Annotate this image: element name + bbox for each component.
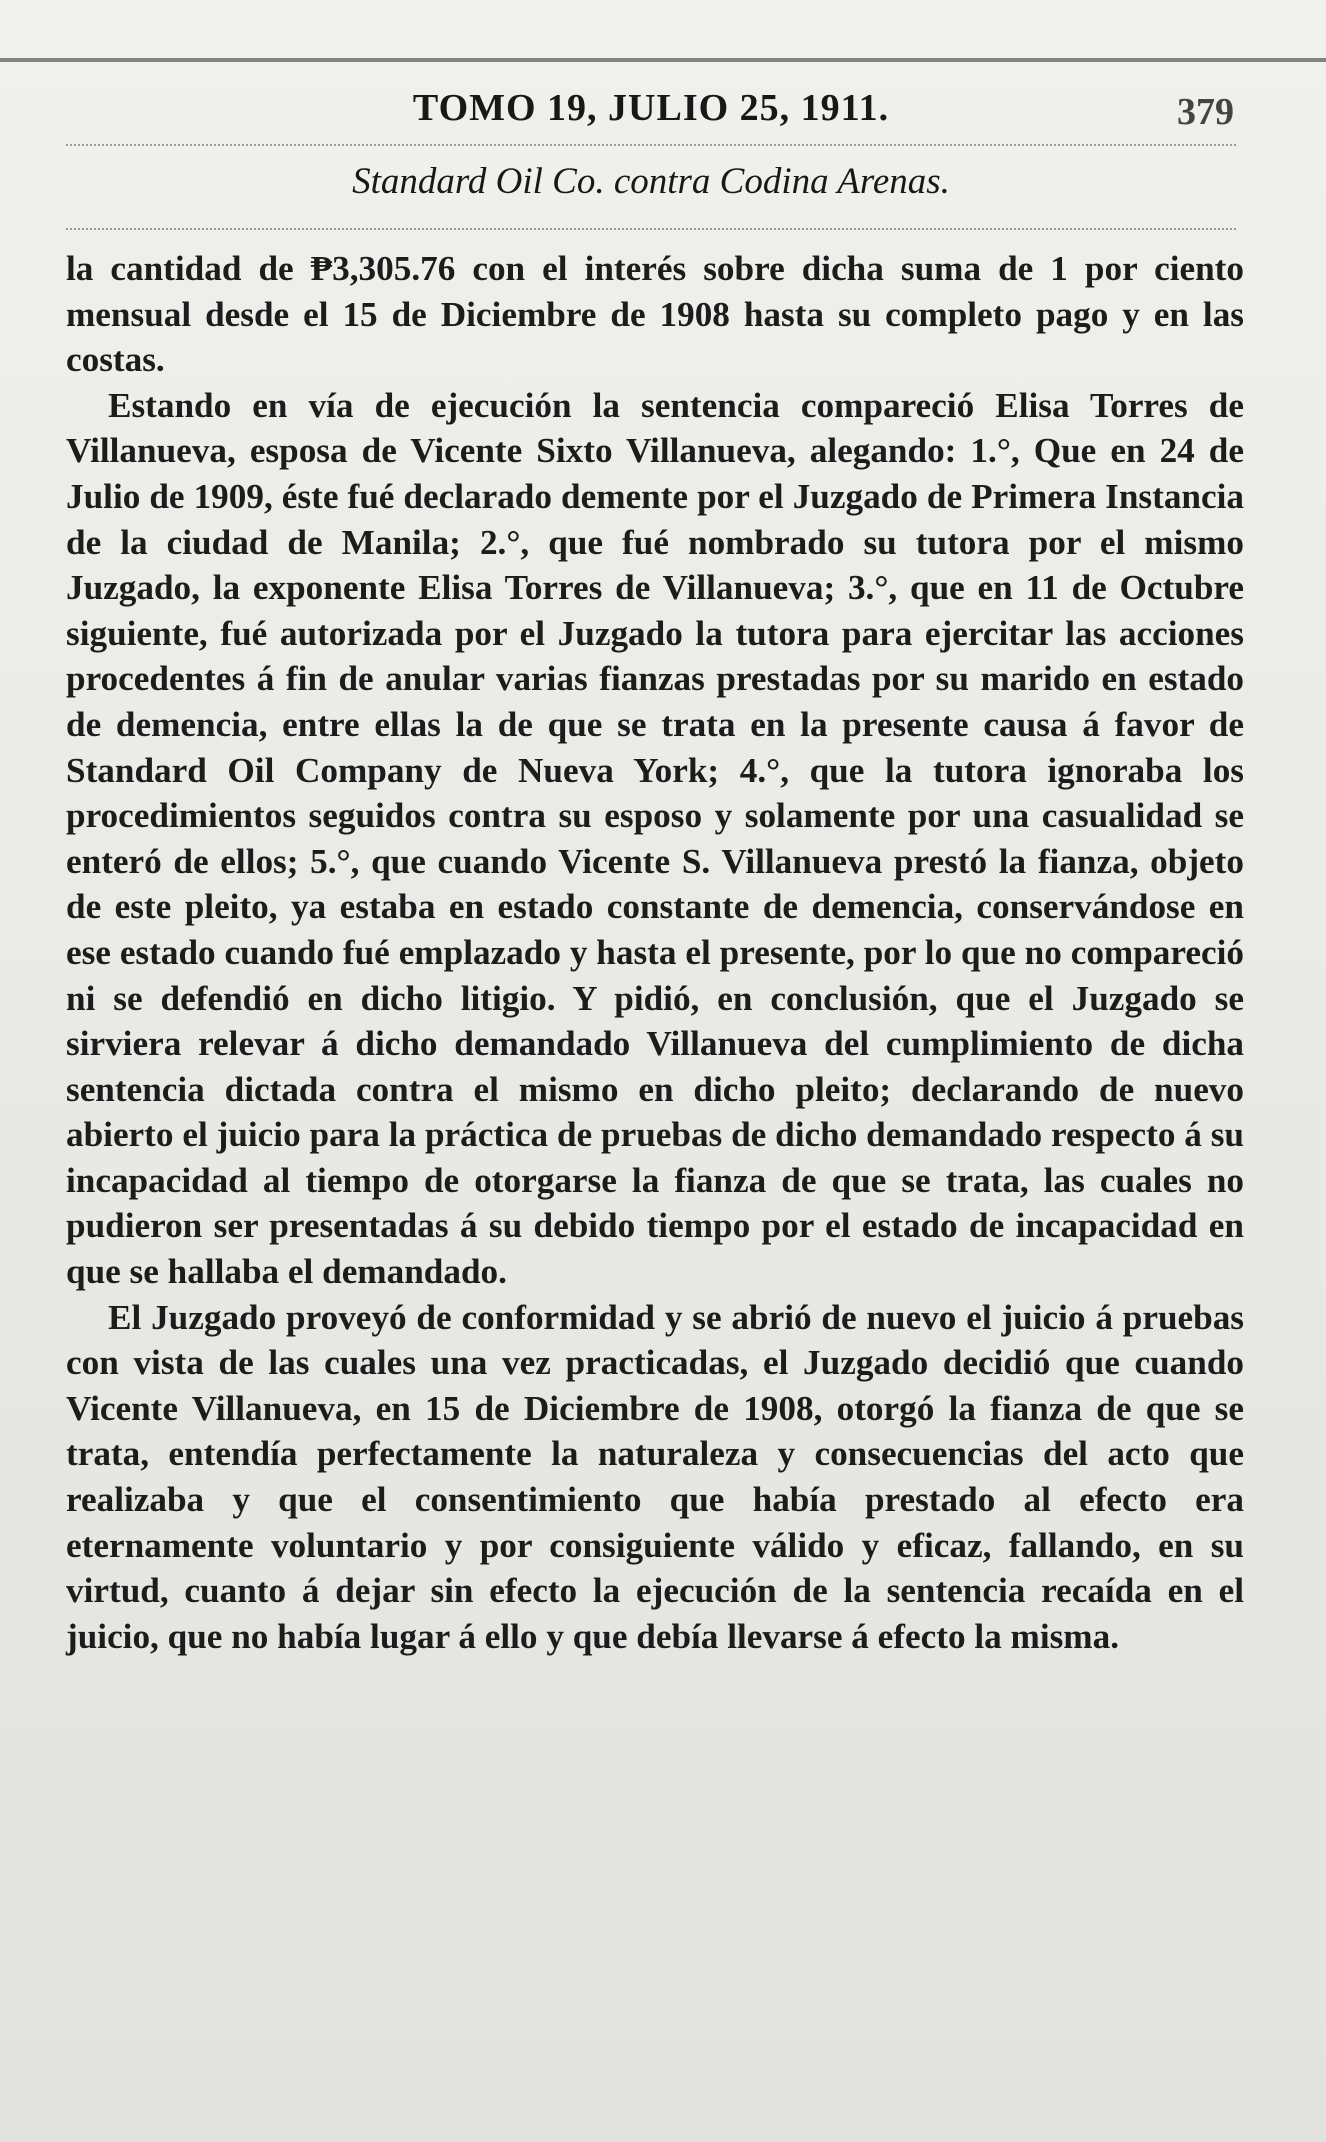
paragraph-3: El Juzgado proveyó de conformidad y se abrió de nuevo el juicio á pruebas con vista de las cuales una vez practicadas, el Juzgado decidió que cuando Vicente Villanueva, en 15 de Diciembre de 1908, otorgó la fianza de que se trata, entendía perfectamente la naturaleza y consecuencias del acto que realizaba y que el consentimiento que había prestado al efecto era eternamente voluntario y por consiguiente válido y eficaz, fallando, en su virtud, cuanto á dejar sin efecto la ejecución de la sentencia recaída en el juicio, que no había lugar á ello y que debía llevarse á efecto la misma. — [66, 1297, 1244, 1656]
page-number: 379 — [1177, 91, 1234, 133]
body-text — [66, 246, 1244, 1659]
header-rule-top — [66, 144, 1236, 147]
header-rule-bottom — [66, 228, 1236, 231]
running-head: TOMO 19, JULIO 25, 1911. — [412, 87, 890, 129]
page-header — [66, 0, 1236, 202]
paragraph-1: la cantidad de ₱3,305.76 con el interés sobre dicha suma de 1 por ciento mensual desde el 15 de Diciembre de 1908 hasta su completo pago y en las costas. — [66, 249, 1244, 380]
paragraph-2: Estando en vía de ejecución la sentencia compareció Elisa Torres de Villanueva, esposa de Vicente Sixto Villanueva, alegando: 1.°, Que en 24 de Julio de 1909, éste fué declarado demente por el Juzgado de Primera Instancia de la ciudad de Manila; 2.°, que fué nombrado su tutora por el mismo Juzgado, la exponente Elisa Torres de Villanueva; 3.°, que en 11 de Octubre siguiente, fué autorizada por el Juzgado la tutora para ejercitar las acciones procedentes á fin de anular varias fianzas prestadas por su marido en estado de demencia, entre ellas la de que se trata en la presente causa á favor de Standard Oil Company de Nueva York; 4.°, que la tutora ignoraba los procedimientos seguidos contra su esposo y solamente por una casualidad se enteró de ellos; 5.°, que cuando Vicente S. Villanueva prestó la fianza, objeto de este pleito, ya estaba en estado constante de demencia, conservándose en ese estado cuando fué emplazado y hasta el presente, por lo que no compareció ni se defendió en dicho litigio. Y pidió, en conclusión, que el Juzgado se sirviera relevar á dicho demandado Villanueva del cumplimiento de dicha sentencia dictada contra el mismo en dicho pleito; declarando de nuevo abierto el juicio para la práctica de pruebas de dicho demandado respecto á su incapacidad al tiempo de otorgarse la fianza de que se trata, las cuales no pudieron ser presentadas á su debido tiempo por el estado de incapacidad en que se hallaba el demandado. — [66, 385, 1244, 1292]
case-title: Standard Oil Co. contra Codina Arenas. — [352, 161, 950, 202]
